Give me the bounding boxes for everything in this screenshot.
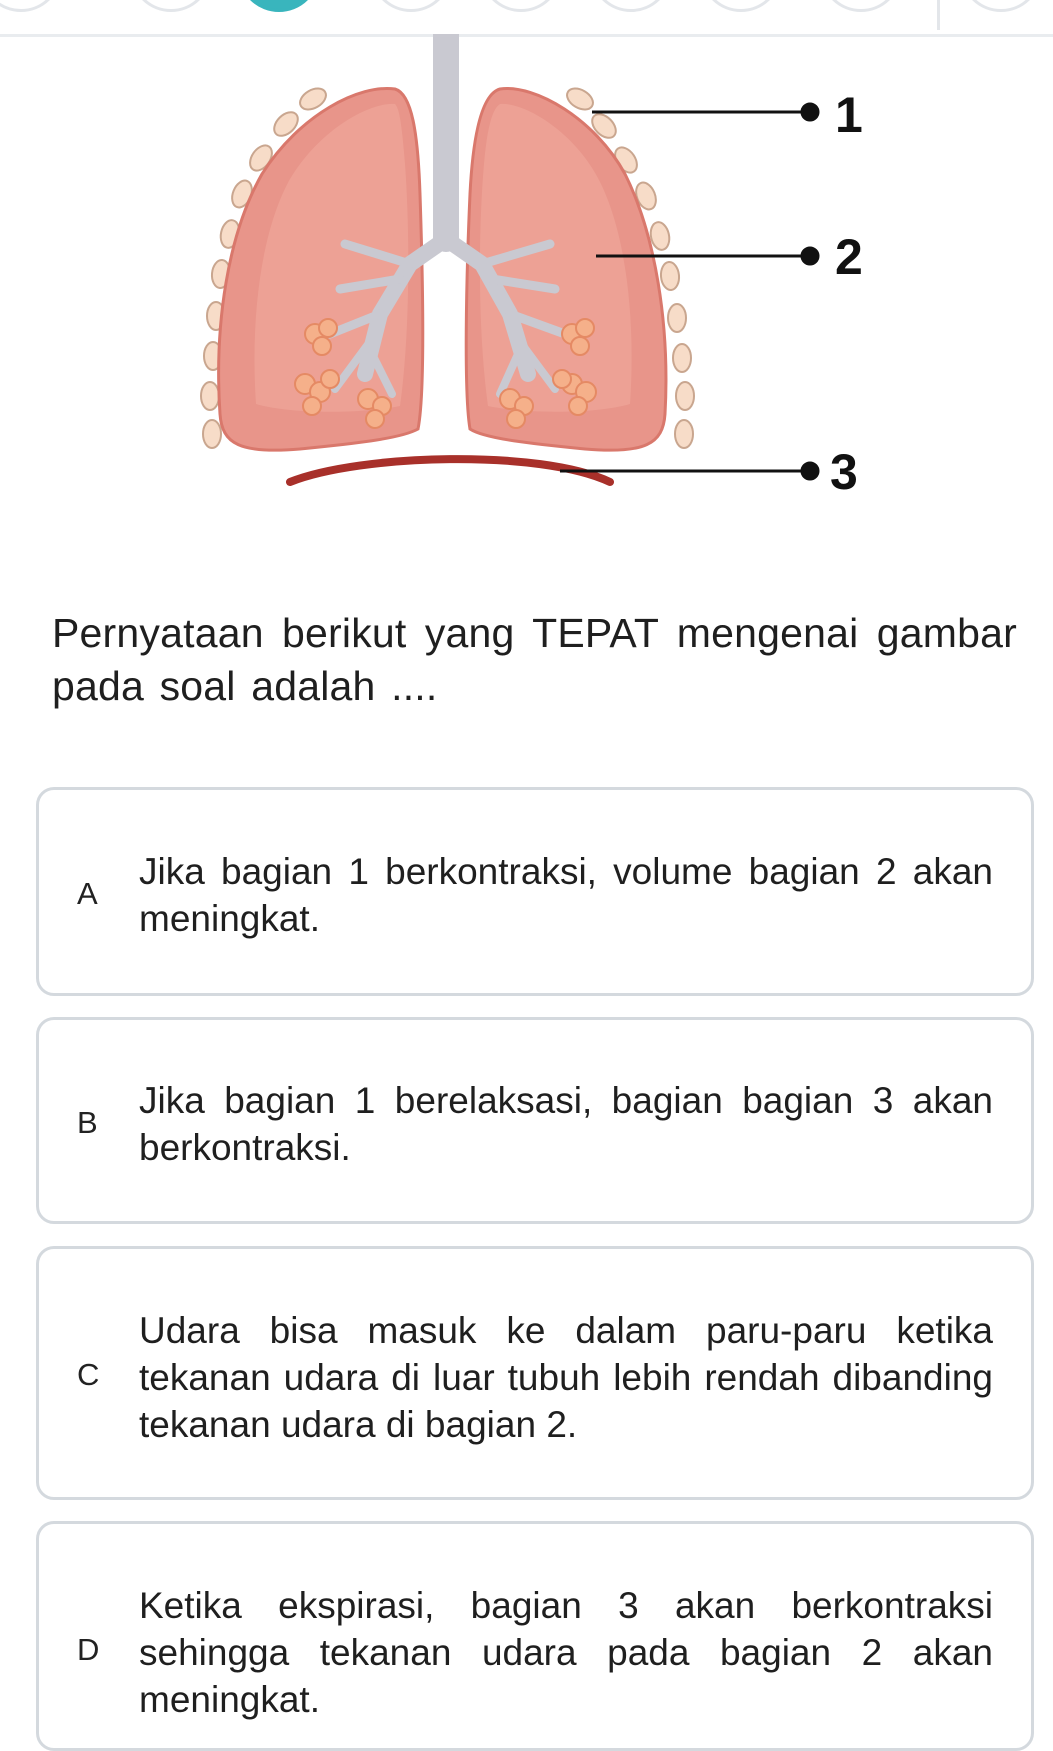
question-nav-dot-active[interactable]	[238, 0, 320, 12]
question-nav-dot[interactable]	[0, 0, 62, 12]
question-nav-dot[interactable]	[130, 0, 212, 12]
question-nav-dot[interactable]	[960, 0, 1042, 12]
option-b[interactable]	[36, 1017, 1034, 1224]
option-letter: C	[77, 1357, 100, 1392]
label-2: 2	[835, 229, 863, 285]
question-nav-dot[interactable]	[590, 0, 672, 12]
option-text: Ketika ekspirasi, bagian 3 akan berkontraksi sehingga tekanan udara pada bagian 2 akan meningkat.	[139, 1585, 993, 1720]
strip-divider	[937, 0, 940, 30]
label-1: 1	[835, 87, 863, 143]
question-nav-dot[interactable]	[370, 0, 452, 12]
question-nav-dot[interactable]	[480, 0, 562, 12]
option-letter: B	[77, 1105, 98, 1140]
option-d[interactable]	[36, 1521, 1034, 1751]
option-text: Udara bisa masuk ke dalam paru-paru ketika tekanan udara di luar tubuh lebih rendah dibanding tekanan udara di bagian 2.	[139, 1310, 993, 1445]
option-letter: A	[77, 876, 98, 911]
label-3: 3	[830, 444, 858, 500]
question-nav-dot[interactable]	[820, 0, 902, 12]
question-progress-strip	[0, 0, 1053, 37]
option-c[interactable]	[36, 1246, 1034, 1500]
option-a[interactable]	[36, 787, 1034, 996]
option-text: Jika bagian 1 berkontraksi, volume bagian 2 akan meningkat.	[139, 851, 993, 939]
option-text: Jika bagian 1 berelaksasi, bagian bagian 3 akan berkontraksi.	[139, 1080, 993, 1168]
respiratory-system-diagram	[0, 34, 1053, 554]
question-text: Pernyataan berikut yang TEPAT mengenai gambar pada soal adalah ....	[52, 610, 1017, 709]
option-letter: D	[77, 1632, 100, 1667]
question-nav-dot[interactable]	[700, 0, 782, 12]
